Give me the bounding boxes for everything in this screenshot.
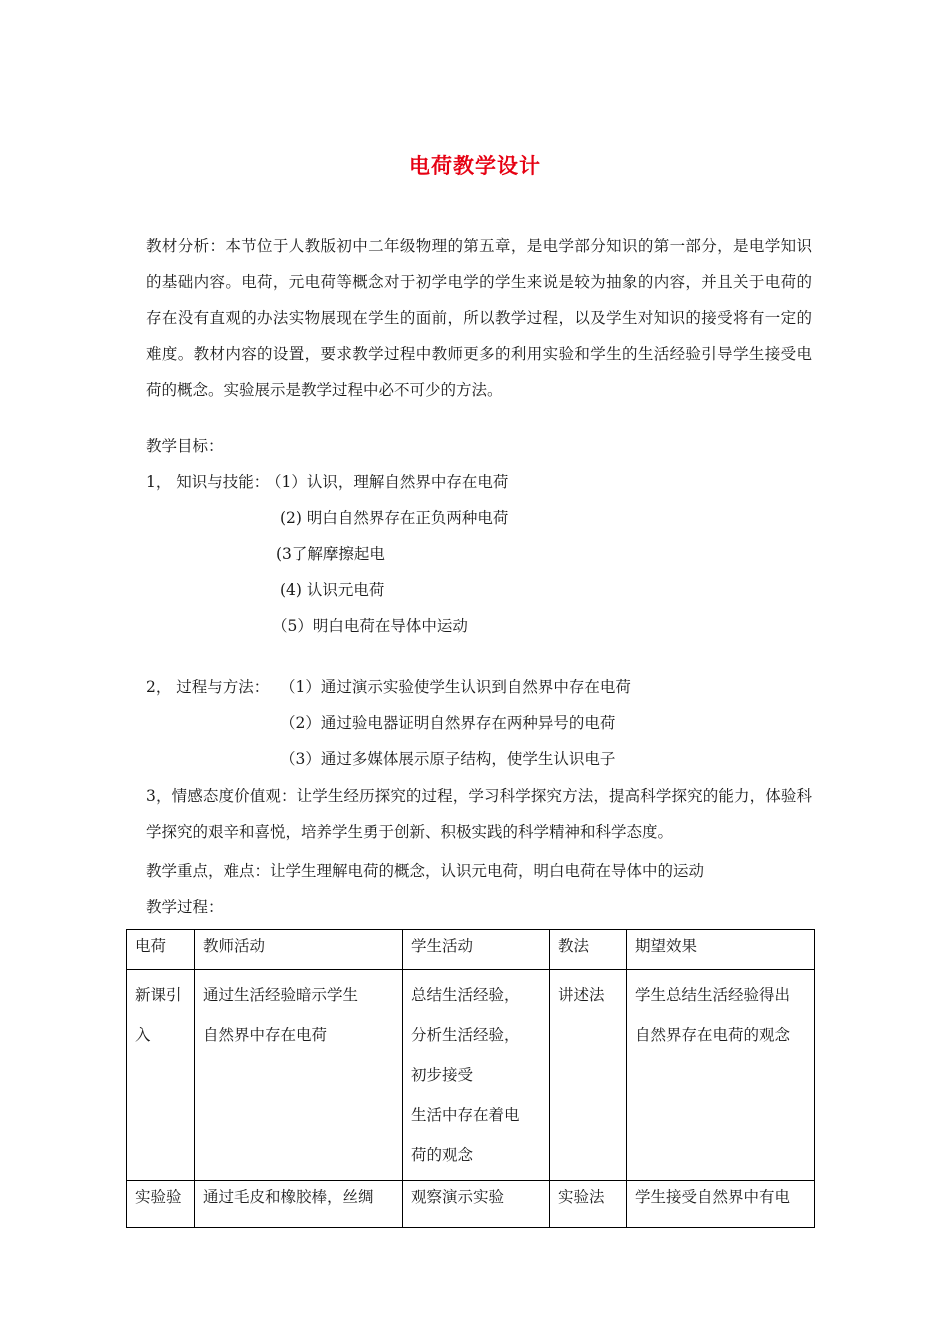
goal1-item: (2) 明白自然界存在正负两种电荷 — [280, 509, 509, 527]
goal2-label: 2， 过程与方法： — [146, 678, 270, 696]
cell-line: 实验验 — [135, 1188, 182, 1206]
cell-line: 分析生活经验， — [411, 1026, 520, 1044]
process-table — [126, 929, 815, 1228]
cell-line: 自然界中存在电荷 — [203, 1026, 328, 1044]
table-cell — [550, 970, 627, 1181]
cell-line: 观察演示实验 — [411, 1188, 505, 1206]
goal2-item: （2）通过验电器证明自然界存在两种异号的电荷 — [280, 714, 616, 732]
header-cell: 学生活动 — [403, 930, 550, 970]
table-row — [127, 970, 815, 1181]
key-points: 教学重点，难点：让学生理解电荷的概念，认识元电荷，明白电荷在导体中的运动 — [146, 862, 705, 880]
table-cell — [550, 1181, 627, 1228]
cell-line: 初步接受 — [411, 1066, 474, 1084]
page-title: 电荷教学设计 — [409, 153, 541, 178]
process-heading: 教学过程： — [146, 898, 224, 916]
cell-line: 实验法 — [558, 1188, 605, 1206]
cell-line: 总结生活经验， — [411, 986, 520, 1004]
header-cell: 期望效果 — [627, 930, 815, 970]
table-header-row — [127, 930, 815, 970]
header-cell: 教法 — [550, 930, 627, 970]
goal1-item: （5）明白电荷在导体中运动 — [272, 617, 468, 635]
goal1-item: （1）认识，理解自然界中存在电荷 — [266, 473, 509, 491]
cell-line: 入 — [135, 1026, 151, 1044]
table-cell — [627, 970, 815, 1181]
cell-line: 学生接受自然界中有电 — [635, 1188, 791, 1206]
header-cell: 电荷 — [127, 930, 195, 970]
table-cell — [403, 970, 550, 1181]
cell-line: 自然界存在电荷的观念 — [635, 1026, 791, 1044]
cell-line: 生活中存在着电 — [411, 1106, 520, 1124]
cell-line: 学生总结生活经验得出 — [635, 986, 791, 1004]
goals-heading: 教学目标： — [146, 437, 224, 455]
table-row — [127, 1181, 815, 1228]
goal3-text: 3，情感态度价值观：让学生经历探究的过程，学习科学探究方法，提高科学探究的能力，体验科学探究的艰辛和喜悦，培养学生勇于创新、积极实践的科学精神和科学态度。 — [146, 787, 812, 841]
goal1-item: (3了解摩擦起电 — [276, 545, 385, 563]
goal1-item: (4) 认识元电荷 — [280, 581, 385, 599]
table-cell — [195, 1181, 403, 1228]
table-cell — [127, 1181, 195, 1228]
goal2-item: （1）通过演示实验使学生认识到自然界中存在电荷 — [280, 678, 631, 696]
table-cell — [127, 970, 195, 1181]
cell-line: 荷的观念 — [411, 1146, 474, 1164]
table-cell — [195, 970, 403, 1181]
textbook-analysis: 教材分析：本节位于人教版初中二年级物理的第五章，是电学部分知识的第一部分，是电学知识的基础内容。电荷，元电荷等概念对于初学电学的学生来说是较为抽象的内容，并且关于电荷的存在没有直观的办法实物展现在学生的面前，所以教学过程，以及学生对知识的接受将有一定的难度。教材内容的设置，要求教学过程中教师更多的利用实验和学生的生活经验引导学生接受电荷的概念。实验展示是教学过程中必不可少的方法。 — [146, 237, 812, 399]
cell-line: 通过生活经验暗示学生 — [203, 986, 359, 1004]
cell-line: 新课引 — [135, 986, 182, 1004]
cell-line: 通过毛皮和橡胶棒，丝绸 — [203, 1188, 374, 1206]
goal2-item: （3）通过多媒体展示原子结构，使学生认识电子 — [280, 750, 616, 768]
table-cell — [403, 1181, 550, 1228]
table-cell — [627, 1181, 815, 1228]
cell-line: 讲述法 — [558, 986, 605, 1004]
header-cell: 教师活动 — [195, 930, 403, 970]
goal1-label: 1， 知识与技能： — [146, 473, 270, 491]
